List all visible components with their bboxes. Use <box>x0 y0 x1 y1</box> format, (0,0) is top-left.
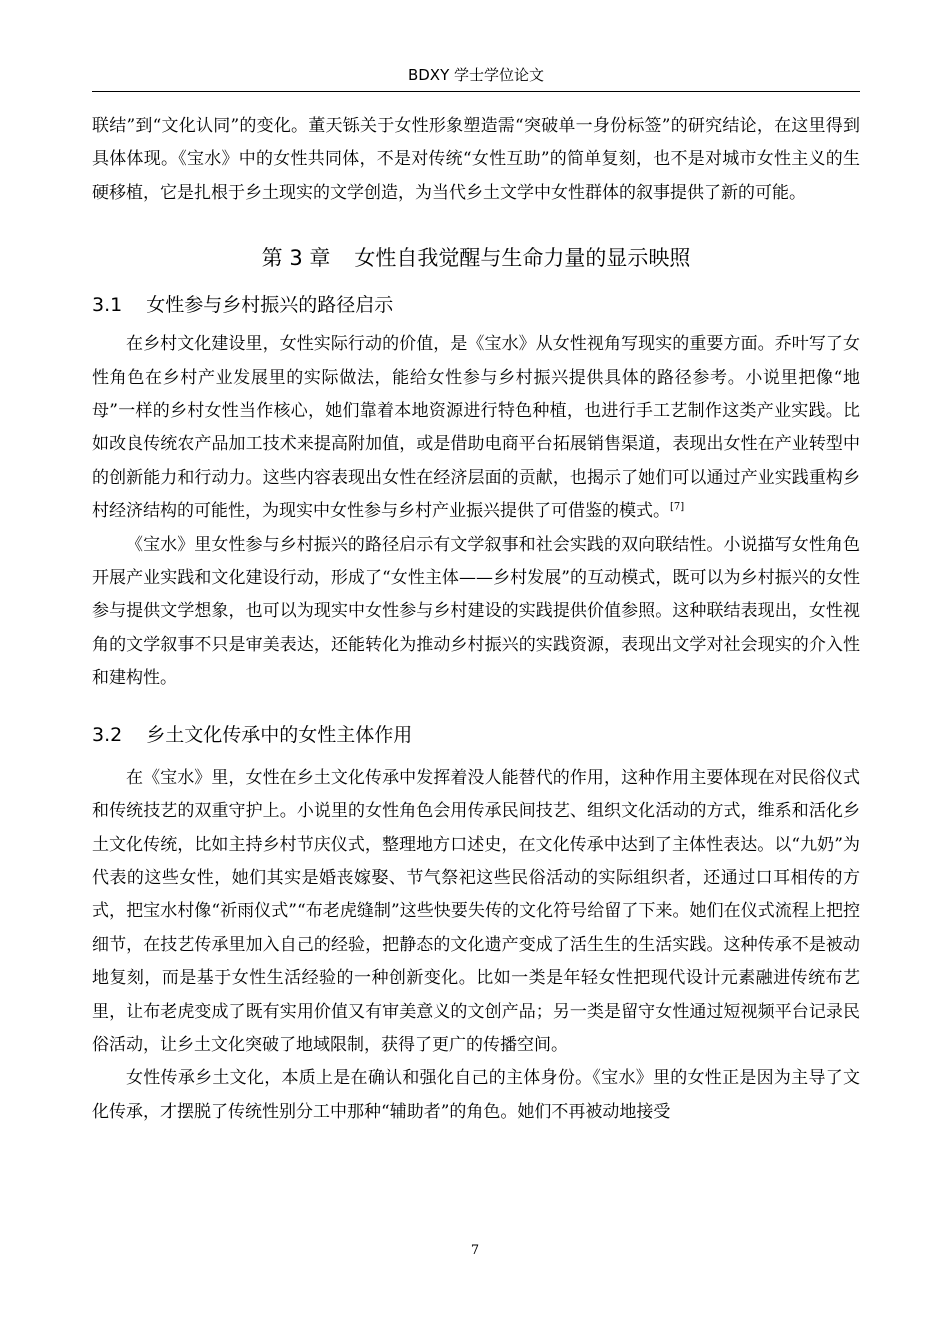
chapter-number: 第 3 章 <box>261 246 331 271</box>
section-number: 3.2 <box>92 723 123 746</box>
body-text <box>92 110 860 1129</box>
paragraph: 女性传承乡土文化，本质上是在确认和强化自己的主体身份。《宝水》里的女性正是因为主导了文化传承，才摆脱了传统性别分工中那种“辅助者”的角色。她们不再被动地接受 <box>92 1068 860 1122</box>
section-heading-3-2 <box>92 716 860 754</box>
paragraph-text: 在乡村文化建设里，女性实际行动的价值，是《宝水》从女性视角写现实的重要方面。乔叶写了女性角色在乡村产业发展里的实际做法，能给女性参与乡村振兴提供具体的路径参考。小说里把像“地母”一样的乡村女性当作核心，她们靠着本地资源进行特色种植，也进行手工艺制作这类产业实践。比如改良传统农产品加工技术来提高附加值，或是借助电商平台拓展销售渠道，表现出女性在产业转型中的创新能力和行动力。这些内容表现出女性在经济层面的贡献，也揭示了她们可以通过产业实践重构乡村经济结构的可能性，为现实中女性参与乡村产业振兴提供了可借鉴的模式。 <box>92 334 860 522</box>
paragraph: 在《宝水》里，女性在乡土文化传承中发挥着没人能替代的作用，这种作用主要体现在对民俗仪式和传统技艺的双重守护上。小说里的女性角色会用传承民间技艺、组织文化活动的方式，维系和活化乡土文化传统，比如主持乡村节庆仪式，整理地方口述史，在文化传承中达到了主体性表达。以“九奶”为代表的这些女性，她们其实是婚丧嫁娶、节气祭祀这些民俗活动的实际组织者，还通过口耳相传的方式，把宝水村像“祈雨仪式”“布老虎缝制”这些快要失传的文化符号给留了下来。她们在仪式流程上把控细节，在技艺传承里加入自己的经验，把静态的文化遗产变成了活生生的生活实践。这种传承不是被动地复刻，而是基于女性生活经验的一种创新变化。比如一类是年轻女性把现代设计元素融进传统布艺里，让布老虎变成了既有实用价值又有审美意义的文创产品；另一类是留守女性通过短视频平台记录民俗活动，让乡土文化突破了地域限制，获得了更广的传播空间。 <box>92 767 860 1055</box>
paragraph: 《宝水》里女性参与乡村振兴的路径启示有文学叙事和社会实践的双向联结性。小说描写女性角色开展产业实践和文化建设行动，形成了“女性主体——乡村发展”的互动模式，既可以为乡村振兴的女性参与提供文学想象，也可以为现实中女性参与乡村建设的实践提供价值参照。这种联结表现出，女性视角的文学叙事不只是审美表达，还能转化为推动乡村振兴的实践资源，表现出文学对社会现实的介入性和建构性。 <box>92 534 860 689</box>
section-number: 3.1 <box>92 294 123 317</box>
section-title: 乡土文化传承中的女性主体作用 <box>146 723 413 746</box>
running-header: BDXY 学士学位论文 <box>407 66 545 84</box>
page-number: 7 <box>470 1243 480 1258</box>
intro-paragraph: 联结”到“文化认同”的变化。董天铄关于女性形象塑造需“突破单一身份标签”的研究结论，在这里得到具体体现。《宝水》中的女性共同体，不是对传统“女性互助”的简单复刻，也不是对城市女性主义的生硬移植，它是扎根于乡土现实的文学创造，为当代乡土文学中女性群体的叙事提供了新的可能。 <box>92 116 860 203</box>
chapter-title: 女性自我觉醒与生命力量的显示映照 <box>354 246 691 271</box>
section-heading-3-1 <box>92 286 860 324</box>
header-rule <box>92 91 860 92</box>
citation-mark: [7] <box>670 501 685 513</box>
paragraph <box>92 328 860 528</box>
section-title: 女性参与乡村振兴的路径启示 <box>146 294 394 317</box>
chapter-heading <box>92 238 860 278</box>
